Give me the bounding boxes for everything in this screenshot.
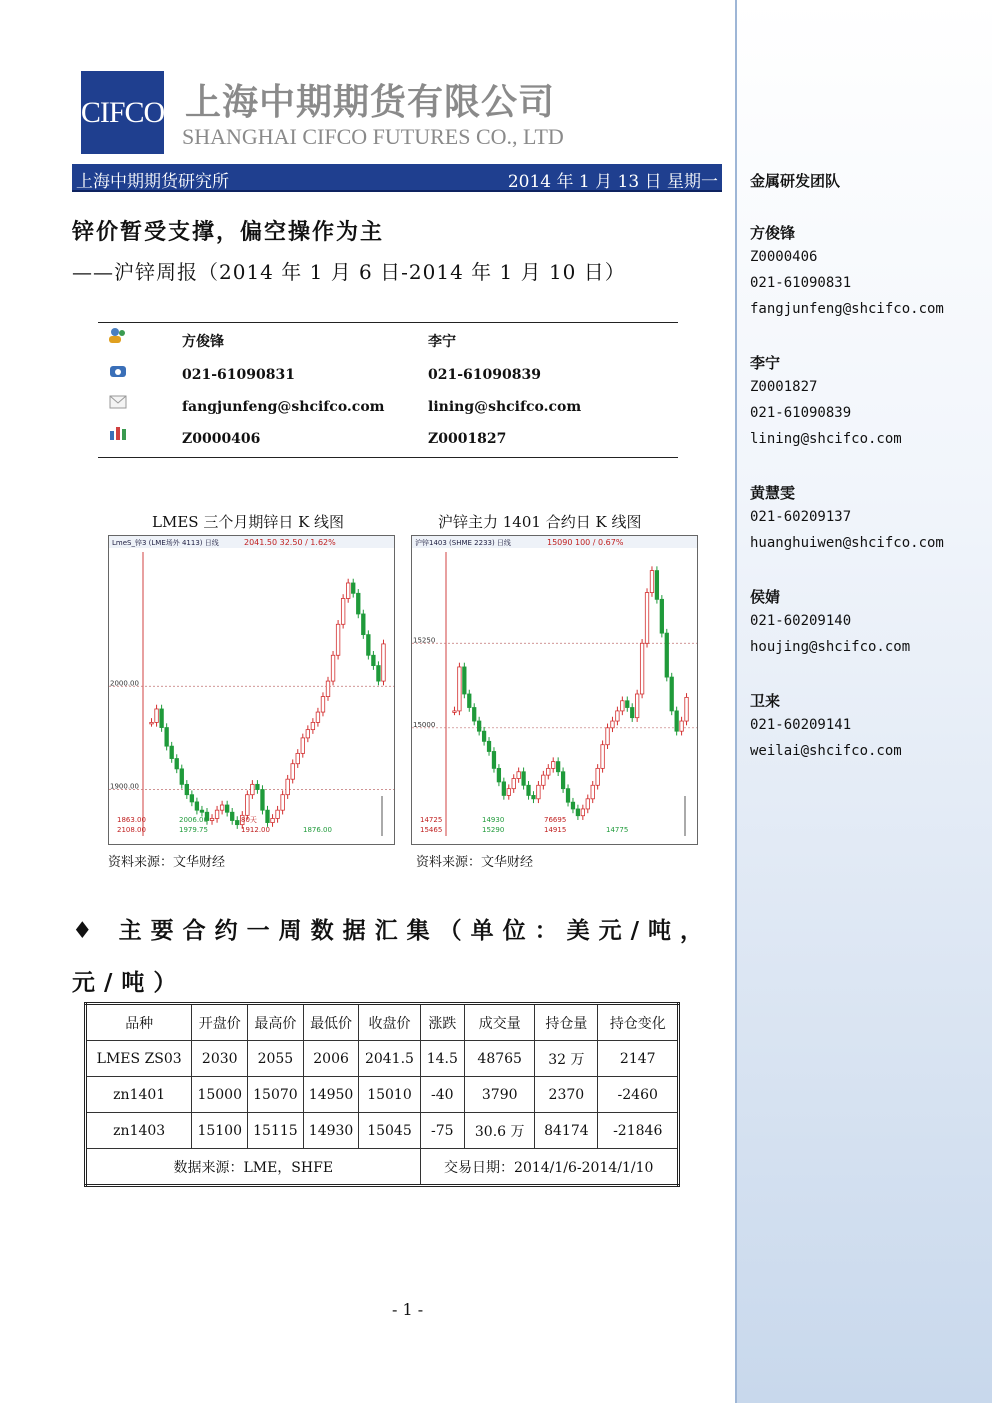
table-cell: 15100 <box>192 1113 248 1149</box>
chart-annotation: 15465 <box>420 826 443 834</box>
analyst-phone-1: 021-61090831 <box>182 367 295 383</box>
candle-body <box>286 779 290 794</box>
header-cell: 最高价 <box>248 1004 304 1041</box>
candle-body <box>645 593 648 644</box>
candle-body <box>341 598 345 624</box>
member-phone: 021-61090831 <box>750 275 852 291</box>
chart-annotation: 14930 <box>482 816 505 824</box>
table-cell: LMES ZS03 <box>86 1041 192 1077</box>
candle-body <box>357 593 361 614</box>
member-name: 侯婧 <box>750 588 781 606</box>
candle-body <box>185 784 189 794</box>
candle-body <box>316 712 320 722</box>
candle-body <box>621 701 624 711</box>
candle-body <box>542 775 545 785</box>
lme-zinc-kline <box>109 536 394 844</box>
candle-body <box>655 571 658 600</box>
lme-zinc-chart <box>108 535 395 845</box>
y-tick-label: 1900.00 <box>110 782 139 791</box>
candle-body <box>487 741 490 751</box>
candle-body <box>311 722 315 729</box>
member-name: 李宁 <box>750 354 781 372</box>
trade-date-cell: 交易日期：2014/1/6-2014/1/10 <box>420 1149 678 1186</box>
candle-body <box>472 708 475 722</box>
table-cell: 30.6 万 <box>465 1113 535 1149</box>
analyst-name-2: 李宁 <box>428 334 456 350</box>
table-cell: -2460 <box>598 1077 679 1113</box>
section-heading: ♦ 主要合约一周数据汇集（单位：美元/吨，元/吨） <box>72 918 713 996</box>
member-email[interactable]: fangjunfeng@shcifco.com <box>750 301 944 317</box>
candle-body <box>591 785 594 799</box>
table-cell: -21846 <box>598 1113 679 1149</box>
member-phone: 021-60209141 <box>750 717 852 733</box>
candle-body <box>190 795 194 802</box>
person-icon <box>108 327 128 343</box>
candle-body <box>225 805 229 812</box>
table-cell: zn1401 <box>86 1077 192 1113</box>
candle-body <box>160 709 164 728</box>
candle-body <box>640 643 643 694</box>
y-tick-label: 15000 <box>413 720 436 729</box>
header-cell: 持仓变化 <box>598 1004 679 1041</box>
chart-annotation: 15290 <box>482 826 505 834</box>
candle-body <box>301 738 305 753</box>
table-cell: 2041.5 <box>359 1041 420 1077</box>
candle-body <box>150 722 154 724</box>
candle-body <box>630 708 633 718</box>
right-chart-source: 资料来源：文华财经 <box>416 855 534 870</box>
candle-body <box>266 810 270 822</box>
candle-body <box>291 764 295 779</box>
right-chart-caption: 沪锌主力 1401 合约日 K 线图 <box>438 513 642 531</box>
chart-header-text: LmeS_锌3 (LME场外 4113) 日线 <box>112 539 219 547</box>
candle-body <box>611 721 614 728</box>
table-cell: 15000 <box>192 1077 248 1113</box>
left-chart-source: 资料来源：文华财经 <box>108 855 226 870</box>
candle-body <box>276 810 280 818</box>
table-cell: 15045 <box>359 1113 420 1149</box>
candle-body <box>586 799 589 809</box>
candle-body <box>517 772 520 779</box>
table-cell: 2147 <box>598 1041 679 1077</box>
candle-body <box>532 795 535 798</box>
candle-body <box>463 667 466 694</box>
chart-annotation: 2006.00 <box>179 816 208 824</box>
chart-annotation: 1876.00 <box>303 826 332 834</box>
candle-body <box>650 571 653 593</box>
table-cell: 2370 <box>535 1077 598 1113</box>
research-team-sidebar <box>735 0 992 1403</box>
candle-body <box>170 746 174 758</box>
candle-body <box>261 790 265 811</box>
candle-body <box>210 818 214 820</box>
member-email[interactable]: huanghuiwen@shcifco.com <box>750 535 944 551</box>
table-row <box>86 1077 679 1113</box>
shfe-zinc-kline <box>412 536 697 844</box>
table-footer-row <box>86 1149 679 1186</box>
header-cell: 最低价 <box>303 1004 359 1041</box>
candle-body <box>596 768 599 785</box>
analyst-phone-2: 021-61090839 <box>428 367 541 383</box>
candle-body <box>576 809 579 816</box>
candle-body <box>175 759 179 769</box>
candle-body <box>507 789 510 796</box>
table-row <box>86 1113 679 1149</box>
left-chart-caption: LMES 三个月期锌日 K 线图 <box>152 513 345 531</box>
chart-annotation: 80天 <box>241 816 257 824</box>
candle-body <box>670 677 673 711</box>
candle-body <box>220 805 224 810</box>
institute-name: 上海中期期货研究所 <box>76 172 229 192</box>
candle-body <box>281 795 285 810</box>
candle-body <box>626 701 629 708</box>
table-cell: 15010 <box>359 1077 420 1113</box>
chart-annotation: 14915 <box>544 826 567 834</box>
chart-annotation: 76695 <box>544 816 567 824</box>
candle-body <box>680 721 683 731</box>
chart-annotation: 14775 <box>606 826 629 834</box>
candle-body <box>635 694 638 718</box>
candle-body <box>215 810 219 818</box>
candle-body <box>230 812 234 820</box>
candle-body <box>362 614 366 635</box>
table-cell: 14930 <box>303 1113 359 1149</box>
report-subtitle: ——沪锌周报（2014 年 1 月 6 日-2014 年 1 月 10 日） <box>72 260 626 284</box>
chart-quote-text: 15090 100 / 0.67% <box>547 538 624 547</box>
candle-body <box>195 802 199 810</box>
candle-body <box>571 802 574 809</box>
header-cell: 成交量 <box>465 1004 535 1041</box>
member-phone: 021-60209137 <box>750 509 852 525</box>
member-name: 黄慧雯 <box>750 484 796 502</box>
candle-body <box>522 772 525 786</box>
page-number: - 1 - <box>392 1300 424 1319</box>
y-tick-label: 2000.00 <box>110 679 139 688</box>
candle-body <box>326 681 330 696</box>
license-icon <box>108 425 128 441</box>
candle-body <box>616 711 619 721</box>
candle-body <box>458 667 461 711</box>
report-title: 锌价暂受支撑，偏空操作为主 <box>72 219 385 245</box>
chart-annotation: 14725 <box>420 816 443 824</box>
table-cell: 2006 <box>303 1041 359 1077</box>
analyst-license-1: Z0000406 <box>182 431 261 447</box>
y-tick-label: 15250 <box>413 636 436 645</box>
data-source-cell: 数据来源：LME，SHFE <box>86 1149 421 1186</box>
candle-body <box>351 583 355 593</box>
table-cell: 48765 <box>465 1041 535 1077</box>
logo-text: CIFCO <box>80 95 165 129</box>
table-cell: 2055 <box>248 1041 304 1077</box>
candle-body <box>502 782 505 796</box>
table-cell: 15070 <box>248 1077 304 1113</box>
candle-body <box>321 697 325 712</box>
candle-body <box>200 810 204 812</box>
sidebar-title: 金属研发团队 <box>750 172 841 190</box>
candle-body <box>382 644 386 681</box>
company-name-cn: 上海中期期货有限公司 <box>185 82 556 123</box>
header-banner <box>72 164 722 192</box>
candle-body <box>561 772 564 789</box>
candle-body <box>482 731 485 741</box>
candle-body <box>246 795 250 816</box>
chart-annotation: 1863.00 <box>117 816 146 824</box>
member-email[interactable]: weilai@shcifco.com <box>750 743 902 759</box>
table-cell: 14950 <box>303 1077 359 1113</box>
analyst-email-2[interactable]: lining@shcifco.com <box>428 399 582 415</box>
company-logo <box>81 71 164 154</box>
chart-annotation: 1979.75 <box>179 826 208 834</box>
member-phone: 021-61090839 <box>750 405 852 421</box>
candle-body <box>665 633 668 677</box>
candle-body <box>468 694 471 708</box>
member-license: Z0001827 <box>750 379 818 395</box>
chart-annotations <box>117 816 332 834</box>
candle-body <box>296 753 300 763</box>
candle-body <box>527 785 530 795</box>
header-cell: 涨跌 <box>420 1004 465 1041</box>
candle-body <box>660 599 663 633</box>
candle-body <box>377 666 381 681</box>
candle-body <box>492 751 495 768</box>
candle-body <box>547 768 550 775</box>
candle-body <box>601 745 604 769</box>
candle-body <box>453 711 456 713</box>
candle-body <box>251 784 255 794</box>
table-cell: -40 <box>420 1077 465 1113</box>
company-name-en: SHANGHAI CIFCO FUTURES CO., LTD <box>182 124 564 149</box>
candle-body <box>256 784 260 789</box>
candle-body <box>155 709 159 722</box>
header-cell: 持仓量 <box>535 1004 598 1041</box>
candle-body <box>512 779 515 789</box>
candle-body <box>675 711 678 731</box>
member-name: 方俊锋 <box>750 224 796 242</box>
candle-body <box>537 785 540 799</box>
table-row <box>86 1041 679 1077</box>
header-cell: 品种 <box>86 1004 192 1041</box>
chart-header-text: 沪锌1403 (SHME 2233) 日线 <box>415 539 511 547</box>
header-cell: 开盘价 <box>192 1004 248 1041</box>
chart-annotation: 1912.00 <box>241 826 270 834</box>
weekly-data-table <box>84 1002 680 1187</box>
candle-body <box>271 818 275 822</box>
analyst-contact-block <box>98 322 678 458</box>
candle-body <box>165 728 169 747</box>
table-cell: 84174 <box>535 1113 598 1149</box>
member-name: 卫来 <box>750 692 781 710</box>
header-cell: 收盘价 <box>359 1004 420 1041</box>
table-header-row <box>86 1004 679 1041</box>
candle-body <box>235 821 239 825</box>
chart-quote-text: 2041.50 32.50 / 1.62% <box>244 538 336 547</box>
member-phone: 021-60209140 <box>750 613 852 629</box>
shfe-zinc-chart <box>411 535 698 845</box>
table-cell: zn1403 <box>86 1113 192 1149</box>
candle-body <box>367 635 371 656</box>
mail-icon <box>108 394 128 410</box>
table-cell: 14.5 <box>420 1041 465 1077</box>
table-cell: -75 <box>420 1113 465 1149</box>
candle-body <box>551 762 554 769</box>
candle-body <box>685 697 688 721</box>
member-email[interactable]: lining@shcifco.com <box>750 431 902 447</box>
candle-body <box>336 624 340 655</box>
table-cell: 15115 <box>248 1113 304 1149</box>
candle-body <box>346 583 350 598</box>
candle-body <box>606 728 609 745</box>
candle-body <box>306 730 310 738</box>
analyst-name-1: 方俊锋 <box>182 334 224 350</box>
table-cell: 32 万 <box>535 1041 598 1077</box>
candle-body <box>497 768 500 782</box>
analyst-email-1[interactable]: fangjunfeng@shcifco.com <box>182 399 385 415</box>
candle-body <box>556 762 559 772</box>
candle-body <box>581 809 584 816</box>
candle-body <box>372 655 376 665</box>
table-cell: 3790 <box>465 1077 535 1113</box>
table-cell: 2030 <box>192 1041 248 1077</box>
candle-body <box>477 721 480 731</box>
candle-body <box>566 789 569 803</box>
candle-body <box>331 655 335 681</box>
chart-annotations <box>420 816 628 834</box>
member-email[interactable]: houjing@shcifco.com <box>750 639 911 655</box>
chart-annotation: 2108.00 <box>117 826 146 834</box>
member-license: Z0000406 <box>750 249 818 265</box>
report-date: 2014 年 1 月 13 日 星期一 <box>507 172 718 192</box>
analyst-license-2: Z0001827 <box>428 431 507 447</box>
candle-body <box>180 769 184 784</box>
phone-icon <box>108 363 128 379</box>
